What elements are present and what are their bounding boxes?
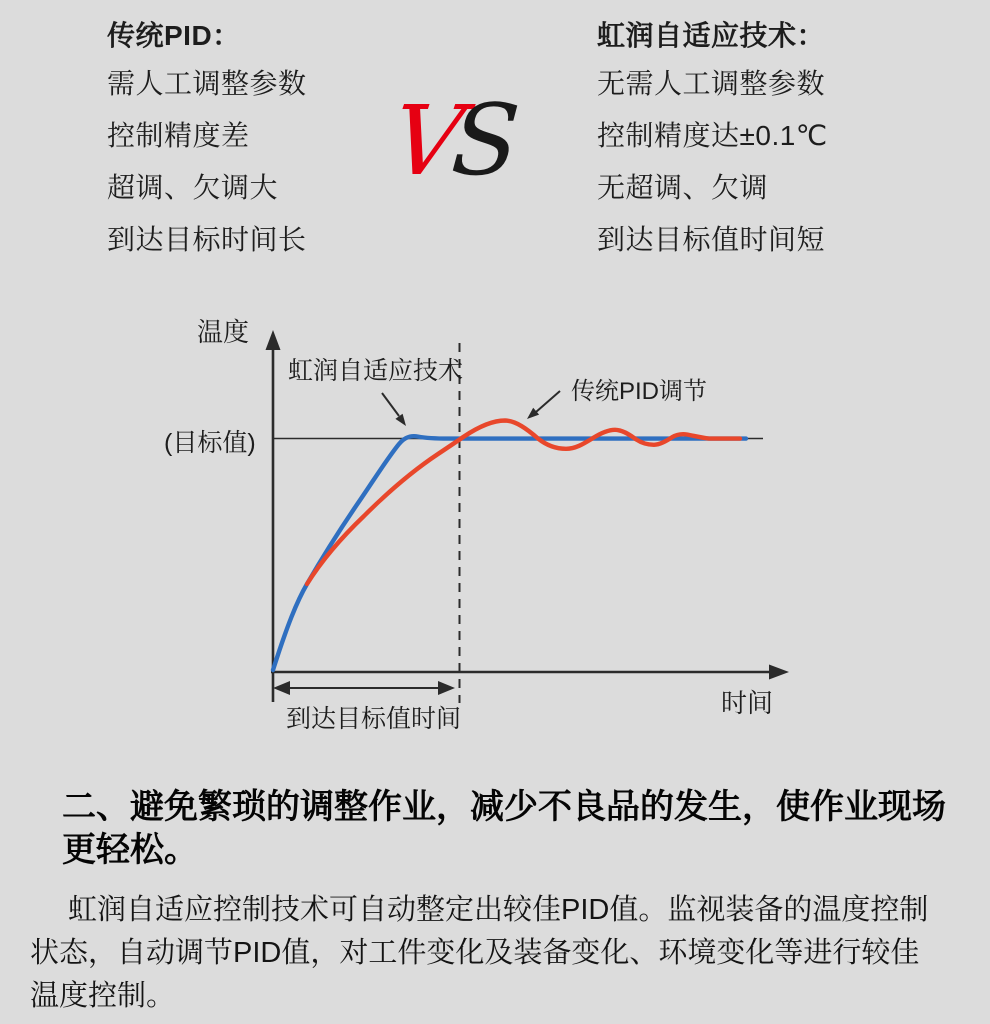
adaptive-tech-title: 虹润自适应技术： [597,20,826,51]
traditional-pid-item: 需人工调整参数 [107,68,307,99]
pid-curve-annotation: 传统PID调节 [571,378,708,405]
adaptive-tech-item: 无需人工调整参数 [597,68,826,99]
x-axis-label: 时间 [721,688,774,718]
reach-time-arrowhead-right [438,681,455,695]
traditional-pid-column [107,14,307,266]
adaptive-annotation-arrowhead [395,414,406,426]
adaptive-tech-item: 控制精度达±0.1℃ [597,120,828,151]
section-heading-line2: 更轻松。 [62,831,198,869]
adaptive-tech-column [597,14,828,266]
traditional-pid-item: 控制精度差 [107,120,250,151]
vs-letter-v: V [385,85,471,197]
y-axis-arrowhead [266,330,281,350]
adaptive-tech-item: 到达目标值时间短 [597,224,826,255]
target-value-label: (目标值) [164,429,256,457]
y-axis-label: 温度 [197,317,250,347]
pid-curve [307,421,740,585]
paragraph-line: 虹润自适应控制技术可自动整定出较佳PID值。监视装备的温度控制 [68,894,929,926]
pid-annotation-arrowhead [527,408,539,419]
section-heading-line1: 二、避免繁琐的调整作业，减少不良品的发生，使作业现场 [62,788,946,826]
section-paragraph [30,889,960,1018]
section-heading [62,786,962,872]
paragraph-line: 状态，自动调节PID值，对工件变化及装备变化、环境变化等进行较佳 [30,937,920,969]
reach-time-arrowhead-left [273,681,290,695]
vs-letter-s: S [448,84,524,198]
adaptive-annotation-arrow [382,393,399,416]
vs-mark [385,84,524,198]
pid-annotation-arrow [536,391,560,412]
adaptive-tech-item: 无超调、欠调 [597,172,769,203]
x-axis-arrowhead [769,665,789,680]
adaptive-curve-annotation: 虹润自适应技术 [288,357,464,385]
paragraph-line: 温度控制。 [30,980,176,1012]
traditional-pid-item: 超调、欠调大 [107,172,279,203]
reach-time-label: 到达目标值时间 [286,705,462,733]
traditional-pid-title: 传统PID： [107,20,241,51]
adaptive-curve [273,436,746,670]
traditional-pid-item: 到达目标时间长 [107,224,307,255]
